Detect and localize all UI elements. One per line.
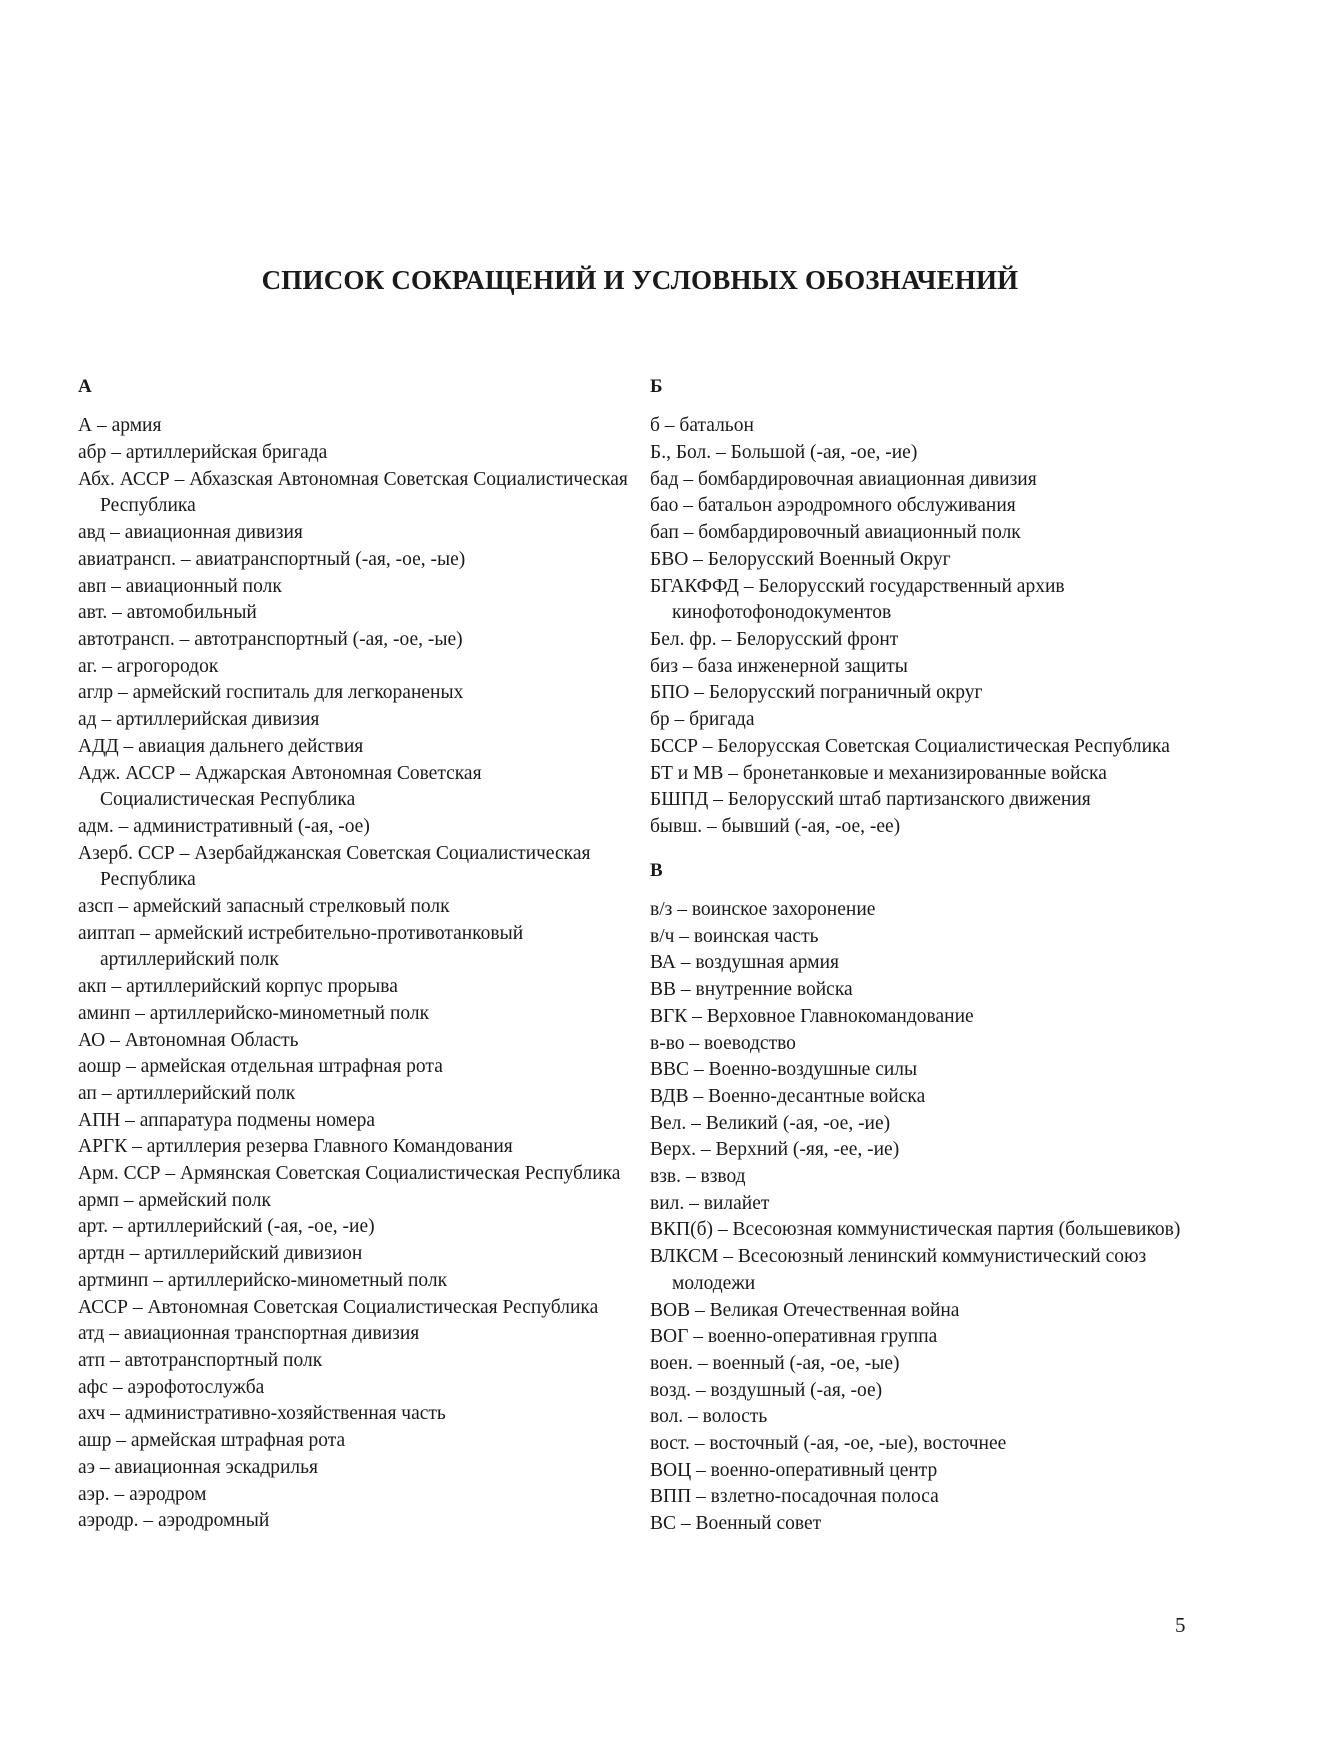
abbreviation-entry: АО – Автономная Область	[78, 1029, 299, 1051]
abbreviation-entry: бад – бомбардировочная авиационная дивизия	[650, 468, 1037, 490]
abbreviation-entry: аиптап – армейский истребительно-противотанковый артиллерийский полк	[78, 922, 524, 971]
abbreviation-entry: ВС – Военный совет	[650, 1513, 822, 1535]
abbreviation-entry: Абх. АССР – Абхазская Автономная Советская Социалистическая Республика	[78, 468, 628, 517]
abbreviation-entry: атп – автотранспортный полк	[78, 1349, 323, 1371]
abbreviation-entry: возд. – воздушный (-ая, -ое)	[650, 1379, 883, 1401]
abbreviation-entry: АДД – авиация дальнего действия	[78, 735, 364, 757]
section-letter: В	[650, 859, 663, 881]
abbreviation-entry: адм. – административный (-ая, -ое)	[78, 815, 370, 837]
abbreviation-entry: афс – аэрофотослужба	[78, 1376, 265, 1398]
abbreviation-entry: ВВС – Военно-воздушные силы	[650, 1059, 918, 1081]
abbreviation-entry: Вел. – Великий (-ая, -ое, -ие)	[650, 1112, 891, 1134]
abbreviation-entry: Б., Бол. – Большой (-ая, -ое, -ие)	[650, 442, 918, 464]
abbreviation-entry: аэродр. – аэродромный	[78, 1510, 270, 1532]
abbreviation-entry: ВПП – взлетно-посадочная полоса	[650, 1486, 939, 1508]
right-column	[650, 374, 1210, 1538]
abbreviation-entry: ВА – воздушная армия	[650, 952, 840, 974]
abbreviation-entry: БССР – Белорусская Советская Социалистическая Республика	[650, 735, 1170, 757]
abbreviation-entry: Верх. – Верхний (-яя, -ее, -ие)	[650, 1139, 900, 1161]
abbreviation-entry: б – батальон	[650, 415, 754, 437]
abbreviation-entry: ад – артиллерийская дивизия	[78, 709, 320, 731]
abbreviation-entry: в-во – воеводство	[650, 1032, 796, 1054]
abbreviation-entry: автотрансп. – автотранспортный (-ая, -ое, -ые)	[78, 629, 463, 650]
abbreviation-entry: БГАКФФД – Белорусский государственный архив кинофотофонодокументов	[650, 575, 1065, 624]
abbreviation-entry: авиатрансп. – авиатранспортный (-ая, -ое, -ые)	[78, 548, 466, 570]
abbreviation-entry: АССР – Автономная Советская Социалистическая Республика	[78, 1296, 599, 1318]
abbreviation-entry: аминп – артиллерийско-минометный полк	[78, 1002, 430, 1024]
abbreviation-entry: в/ч – воинская часть	[650, 925, 819, 947]
abbreviation-entry: ВДВ – Военно-десантные войска	[650, 1085, 926, 1107]
abbreviation-entry: аг. – агрогородок	[78, 655, 219, 677]
abbreviation-entry: вил. – вилайет	[650, 1192, 770, 1214]
abbreviation-entry: артдн – артиллерийский дивизион	[78, 1243, 363, 1265]
section-А	[78, 374, 638, 1535]
left-column	[78, 374, 638, 1535]
section-Б	[650, 374, 1210, 841]
abbreviation-entry: бао – батальон аэродромного обслуживания	[650, 495, 1016, 517]
abbreviation-entry: авт. – автомобильный	[78, 602, 257, 624]
abbreviation-entry: ВОЦ – военно-оперативный центр	[650, 1459, 938, 1481]
abbreviation-entry: аглр – армейский госпиталь для легкораненых	[78, 682, 464, 704]
abbreviation-entry: азсп – армейский запасный стрелковый полк	[78, 896, 450, 918]
abbreviation-entry: вост. – восточный (-ая, -ое, -ые), восточнее	[650, 1433, 1007, 1455]
abbreviation-entry: ашр – армейская штрафная рота	[78, 1430, 346, 1452]
abbreviation-entry: ап – артиллерийский полк	[78, 1082, 296, 1104]
abbreviation-entry: ВКП(б) – Всесоюзная коммунистическая партия (большевиков)	[650, 1219, 1181, 1241]
section-В	[650, 858, 1210, 1538]
abbreviation-entry: в/з – воинское захоронение	[650, 899, 876, 920]
abbreviation-entry: взв. – взвод	[650, 1166, 746, 1188]
abbreviation-entry: бр – бригада	[650, 709, 755, 731]
abbreviation-entry: Арм. ССР – Армянская Советская Социалистическая Республика	[78, 1163, 621, 1185]
abbreviation-entry: ВЛКСМ – Всесоюзный ленинский коммунистический союз молодежи	[650, 1246, 1147, 1294]
abbreviation-entry: артминп – артиллерийско-минометный полк	[78, 1269, 448, 1291]
abbreviation-entry: БВО – Белорусский Военный Округ	[650, 548, 951, 570]
abbreviation-entry: ВГК – Верховное Главнокомандование	[650, 1005, 974, 1027]
abbreviation-entry: ахч – административно-хозяйственная часть	[78, 1403, 446, 1425]
abbreviation-entry: аэр. – аэродром	[78, 1483, 207, 1505]
abbreviation-entry: вол. – волость	[650, 1406, 768, 1428]
abbreviation-entry: бывш. – бывший (-ая, -ое, -ее)	[650, 815, 901, 837]
page-title: СПИСОК СОКРАЩЕНИЙ И УСЛОВНЫХ ОБОЗНАЧЕНИЙ	[261, 265, 1019, 295]
abbreviation-entry: бап – бомбардировочный авиационный полк	[650, 522, 1021, 544]
abbreviation-entry: Бел. фр. – Белорусский фронт	[650, 629, 899, 650]
abbreviation-entry: ВОГ – военно-оперативная группа	[650, 1326, 938, 1348]
abbreviation-entry: аошр – армейская отдельная штрафная рота	[78, 1056, 443, 1078]
section-letter: Б	[650, 376, 663, 397]
abbreviation-entry: атд – авиационная транспортная дивизия	[78, 1323, 420, 1345]
abbreviation-entry: Адж. АССР – Аджарская Автономная Советская Социалистическая Республика	[78, 762, 482, 811]
abbreviation-entry: авп – авиационный полк	[78, 575, 282, 597]
abbreviation-entry: АРГК – артиллерия резерва Главного Командования	[78, 1136, 513, 1158]
abbreviation-entry: БТ и МВ – бронетанковые и механизированные войска	[650, 762, 1107, 784]
abbreviation-entry: АПН – аппаратура подмены номера	[78, 1109, 376, 1131]
abbreviation-entry: акп – артиллерийский корпус прорыва	[78, 976, 398, 998]
abbreviation-entry: аэ – авиационная эскадрилья	[78, 1456, 319, 1478]
abbreviation-entry: Азерб. ССР – Азербайджанская Советская Социалистическая Республика	[78, 842, 591, 891]
abbreviation-entry: БШПД – Белорусский штаб партизанского движения	[650, 789, 1091, 811]
abbreviation-entry: авд – авиационная дивизия	[78, 522, 303, 544]
abbreviation-entry: БПО – Белорусский пограничный округ	[650, 682, 983, 704]
abbreviation-entry: арт. – артиллерийский (-ая, -ое, -ие)	[78, 1216, 375, 1238]
abbreviation-entry: биз – база инженерной защиты	[650, 655, 908, 677]
abbreviation-entry: ВВ – внутренние войска	[650, 979, 853, 1001]
abbreviation-entry: воен. – военный (-ая, -ое, -ые)	[650, 1352, 900, 1374]
page-number: 5	[1175, 1613, 1186, 1637]
abbreviation-entry: А – армия	[78, 415, 162, 437]
abbreviation-entry: ВОВ – Великая Отечественная война	[650, 1299, 960, 1321]
abbreviation-entry: абр – артиллерийская бригада	[78, 442, 328, 464]
abbreviation-entry: армп – армейский полк	[78, 1189, 271, 1211]
section-letter: А	[78, 376, 92, 397]
